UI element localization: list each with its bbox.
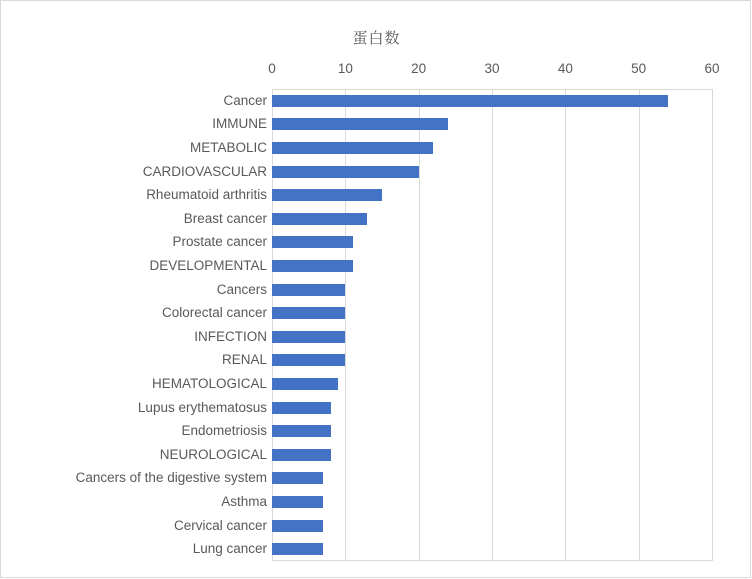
bar[interactable]	[272, 95, 668, 107]
x-gridline	[565, 89, 566, 561]
x-tick-label: 10	[337, 61, 353, 76]
category-axis-labels	[11, 89, 267, 561]
bar[interactable]	[272, 378, 338, 390]
category-label: Cervical cancer	[173, 517, 267, 533]
x-gridline	[712, 89, 713, 561]
x-tick-label: 60	[704, 61, 720, 76]
category-label: Lupus erythematosus	[137, 399, 267, 415]
category-label: Asthma	[221, 494, 267, 509]
bar[interactable]	[272, 402, 331, 414]
bar[interactable]	[272, 236, 353, 248]
category-label: Breast cancer	[183, 210, 267, 226]
category-label: Rheumatoid arthritis	[146, 187, 267, 203]
bar[interactable]	[272, 142, 433, 154]
category-label: CARDIOVASCULAR	[142, 163, 267, 179]
plot-area	[272, 89, 712, 561]
bar[interactable]	[272, 213, 367, 225]
bar[interactable]	[272, 166, 419, 178]
category-label: RENAL	[221, 352, 267, 368]
bar[interactable]	[272, 118, 448, 130]
bar[interactable]	[272, 449, 331, 461]
category-label: HEMATOLOGICAL	[151, 376, 267, 391]
category-label: Cancers of the digestive system	[75, 470, 267, 486]
bar[interactable]	[272, 425, 331, 437]
bar[interactable]	[272, 307, 345, 319]
bar[interactable]	[272, 520, 323, 532]
category-label: METABOLIC	[189, 140, 267, 155]
category-label: Cancer	[223, 92, 267, 108]
x-tick-label: 50	[631, 61, 647, 76]
bar[interactable]	[272, 189, 382, 201]
bar[interactable]	[272, 496, 323, 508]
bar[interactable]	[272, 354, 345, 366]
bar[interactable]	[272, 260, 353, 272]
x-tick-label: 20	[411, 61, 427, 76]
x-axis-tick-labels	[268, 61, 720, 81]
x-tick-label: 30	[484, 61, 500, 76]
x-gridline	[492, 89, 493, 561]
chart-title: 蛋白数	[352, 30, 401, 47]
x-gridline	[639, 89, 640, 561]
x-tick-label: 40	[557, 61, 573, 76]
category-label: DEVELOPMENTAL	[149, 258, 267, 273]
x-gridline	[345, 89, 346, 561]
bar[interactable]	[272, 284, 345, 296]
bar[interactable]	[272, 472, 323, 484]
bar[interactable]	[272, 331, 345, 343]
category-label: Cancers	[216, 281, 267, 297]
category-label: IMMUNE	[212, 116, 267, 132]
category-label: Prostate cancer	[172, 234, 267, 250]
bar[interactable]	[272, 543, 323, 555]
category-label: Colorectal cancer	[161, 305, 267, 321]
category-label: NEUROLOGICAL	[159, 446, 267, 462]
category-label: Endometriosis	[181, 423, 267, 439]
x-gridline	[272, 89, 273, 561]
category-label: INFECTION	[194, 328, 267, 344]
x-tick-label: 0	[268, 61, 276, 76]
x-gridline	[419, 89, 420, 561]
category-label: Lung cancer	[192, 541, 267, 557]
